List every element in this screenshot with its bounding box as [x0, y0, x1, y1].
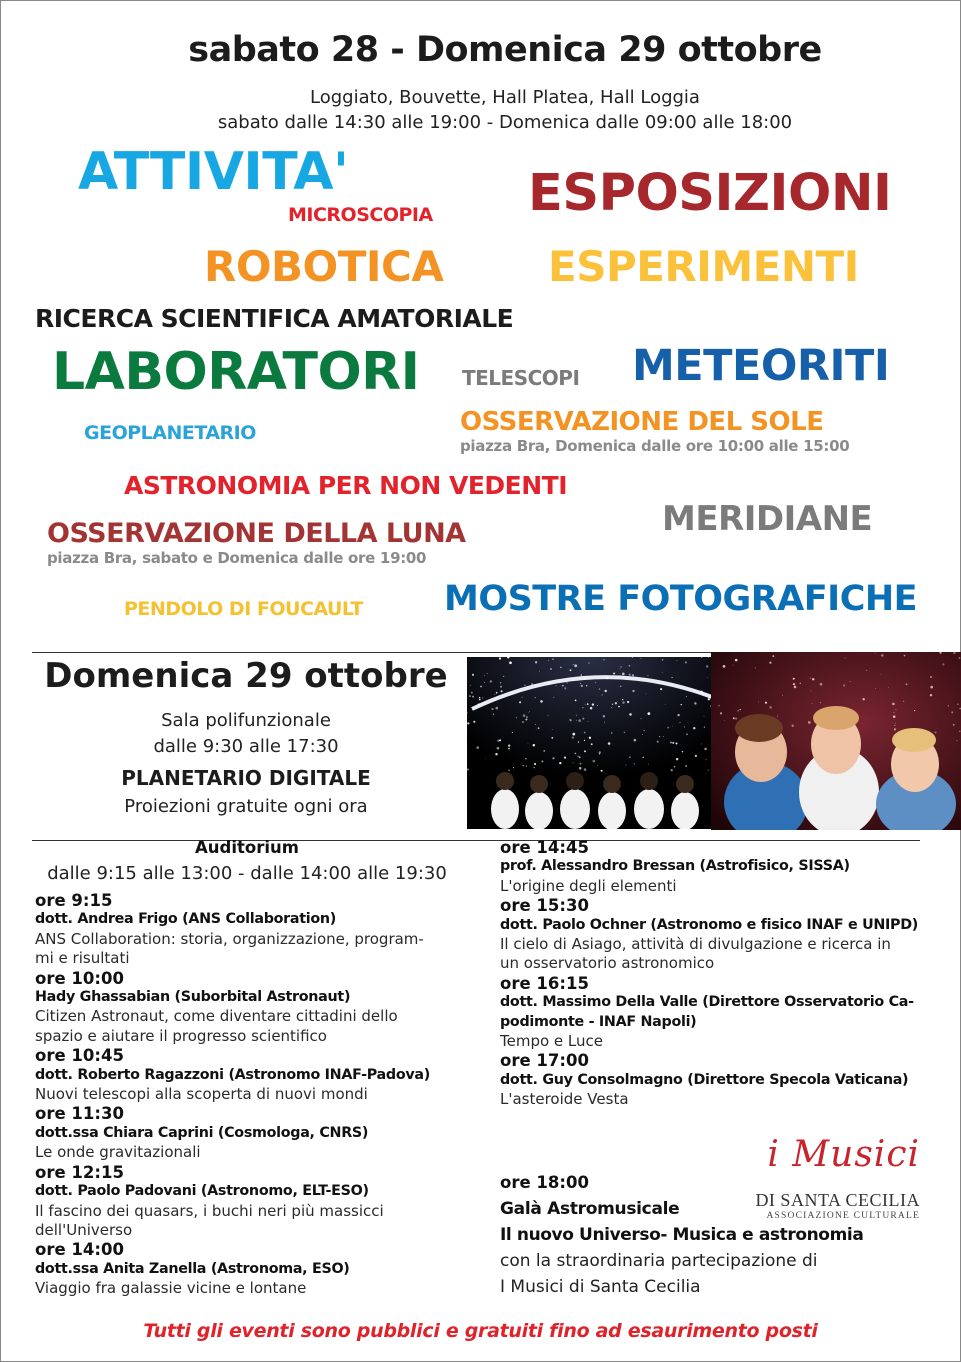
talk-speaker: dott. Massimo Della Valle (Direttore Osservatorio Ca- [500, 994, 914, 1011]
talk-speaker: dott. Paolo Padovani (Astronomo, ELT-ESO) [35, 1183, 369, 1200]
word-meridiane: MERIDIANE [662, 499, 873, 539]
word-telescopi: TELESCOPI [462, 366, 580, 390]
activities-heading: ATTIVITA' [78, 142, 349, 202]
talk-time: ore 16:15 [500, 973, 589, 993]
free-entry-notice: Tutti gli eventi sono pubblici e gratuiti fino ad esaurimento posti [143, 1320, 818, 1342]
planetarium-name: PLANETARIO DIGITALE [121, 766, 371, 790]
schedule-left [35, 891, 465, 1299]
schedule-entry [35, 891, 465, 969]
talk-speaker: dott. Guy Consolmagno (Direttore Specola Vaticana) [500, 1071, 909, 1088]
word-osservazione-sole: OSSERVAZIONE DEL SOLE [460, 407, 824, 437]
talk-title-line: un osservatorio astronomico [500, 954, 715, 973]
talk-title-line: L'asteroide Vesta [500, 1090, 629, 1109]
talk-title-line: Citizen Astronaut, come diventare cittadini dello [35, 1007, 398, 1026]
talk-title-line: L'origine degli elementi [500, 876, 677, 895]
event-dates-title: sabato 28 - Domenica 29 ottobre [188, 30, 822, 70]
word-microscopia: MICROSCOPIA [288, 204, 433, 226]
venue-hours: sabato dalle 14:30 alle 19:00 - Domenica dalle 09:00 alle 18:00 [217, 112, 793, 133]
talk-time: ore 15:30 [500, 896, 589, 916]
schedule-entry [35, 1240, 465, 1298]
talk-time: ore 10:45 [35, 1046, 124, 1066]
schedule-right [500, 838, 940, 1110]
planetarium-room: Sala polifunzionale [161, 710, 331, 731]
talk-title-line: Viaggio fra galassie vicine e lontane [35, 1279, 307, 1298]
word-astronomia-non-vedenti: ASTRONOMIA PER NON VEDENTI [124, 471, 568, 500]
talk-time: ore 9:15 [35, 891, 113, 910]
logo-tagline: ASSOCIAZIONE CULTURALE [766, 1211, 920, 1221]
logo-script: i Musici [767, 1134, 920, 1175]
word-esperimenti: ESPERIMENTI [548, 242, 859, 291]
schedule-entry [35, 1104, 465, 1162]
planetarium-date-title: Domenica 29 ottobre [44, 656, 448, 696]
gala-subtitle: Il nuovo Universo- Musica e astronomia [500, 1225, 864, 1245]
gala-time: ore 18:00 [500, 1173, 589, 1192]
schedule-entry [500, 1051, 940, 1109]
talk-speaker: dott.ssa Chiara Caprini (Cosmologa, CNRS) [35, 1124, 369, 1141]
gala-performers: I Musici di Santa Cecilia [500, 1277, 701, 1297]
word-robotica: ROBOTICA [204, 242, 444, 291]
talk-speaker: dott.ssa Anita Zanella (Astronoma, ESO) [35, 1260, 350, 1277]
talk-time: ore 17:00 [500, 1051, 589, 1071]
schedule-entry [500, 896, 940, 974]
section-divider-top [32, 652, 712, 653]
talk-title-line: spazio e aiutare il progresso scientifico [35, 1026, 327, 1045]
schedule-entry [35, 969, 465, 1047]
word-osservazione-luna: OSSERVAZIONE DELLA LUNA [47, 518, 466, 549]
talk-time: ore 14:00 [35, 1240, 124, 1260]
talk-time: ore 12:15 [35, 1162, 124, 1182]
sole-location-time: piazza Bra, Domenica dalle ore 10:00 alle 15:00 [460, 437, 850, 455]
schedule-entry [35, 1046, 465, 1104]
auditorium-hours: dalle 9:15 alle 13:00 - dalle 14:00 alle 19:30 [47, 863, 447, 884]
word-laboratori: LABORATORI [52, 342, 420, 402]
i-musici-logo [755, 1130, 930, 1226]
word-geoplanetario: GEOPLANETARIO [84, 422, 256, 444]
auditorium-title: Auditorium [195, 838, 299, 857]
gala-participation: con la straordinaria partecipazione di [500, 1251, 818, 1271]
talk-title-line: Nuovi telescopi alla scoperta di nuovi mondi [35, 1085, 368, 1104]
talk-speaker: dott. Paolo Ochner (Astronomo e fisico INAF e UNIPD) [500, 916, 919, 933]
word-meteoriti: METEORITI [632, 341, 890, 391]
talk-speaker: dott. Roberto Ragazzoni (Astronomo INAF-Padova) [35, 1066, 430, 1083]
talk-title-line: Le onde gravitazionali [35, 1143, 201, 1162]
talk-time: ore 10:00 [35, 968, 124, 988]
talk-speaker: Hady Ghassabian (Suborbital Astronaut) [35, 989, 351, 1006]
talk-title-line: Tempo e Luce [500, 1032, 603, 1051]
planetarium-hours: dalle 9:30 alle 17:30 [153, 736, 339, 757]
talk-title-line: Il cielo di Asiago, attività di divulgazione e ricerca in [500, 935, 891, 954]
talk-title-line: Il fascino dei quasars, i buchi neri più massicci [35, 1201, 384, 1220]
venue-locations: Loggiato, Bouvette, Hall Platea, Hall Loggia [310, 87, 700, 108]
luna-location-time: piazza Bra, sabato e Domenica dalle ore 19:00 [47, 549, 427, 567]
word-ricerca-amatoriale: RICERCA SCIENTIFICA AMATORIALE [35, 304, 514, 333]
schedule-entry [500, 838, 940, 896]
planetarium-dome-photo [467, 657, 714, 829]
word-mostre-fotografiche: MOSTRE FOTOGRAFICHE [444, 579, 918, 619]
talk-title-line: dell'Universo [35, 1220, 133, 1239]
planetarium-description: Proiezioni gratuite ogni ora [124, 796, 368, 817]
talk-title-line: ANS Collaboration: storia, organizzazione, program- [35, 929, 424, 948]
word-esposizioni: ESPOSIZIONI [528, 164, 892, 223]
talk-speaker: podimonte - INAF Napoli) [500, 1013, 697, 1030]
schedule-entry [500, 974, 940, 1052]
schedule-entry [35, 1163, 465, 1241]
word-pendolo-foucault: PENDOLO DI FOUCAULT [124, 598, 363, 620]
children-stargazing-photo [711, 652, 961, 830]
logo-name: DI SANTA CECILIA [755, 1190, 920, 1210]
talk-time: ore 11:30 [35, 1104, 124, 1124]
talk-speaker: prof. Alessandro Bressan (Astrofisico, SISSA) [500, 858, 850, 875]
talk-title-line: mi e risultati [35, 949, 130, 968]
talk-time: ore 14:45 [500, 838, 589, 857]
gala-title: Galà Astromusicale [500, 1199, 680, 1219]
talk-speaker: dott. Andrea Frigo (ANS Collaboration) [35, 911, 337, 928]
